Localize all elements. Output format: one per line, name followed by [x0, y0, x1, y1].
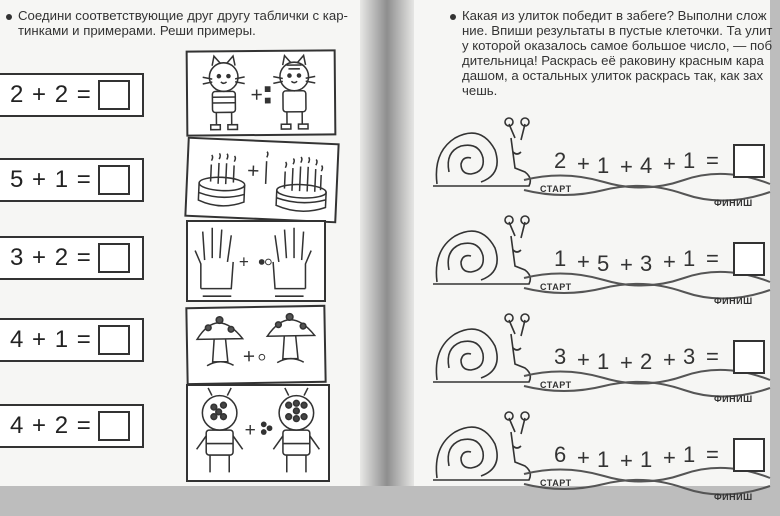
- race-answer-box[interactable]: [733, 438, 765, 472]
- race-number: 1: [640, 447, 653, 472]
- plus-sign: +: [663, 151, 676, 176]
- race-number: 1: [597, 349, 610, 374]
- plus-sign: +: [663, 249, 676, 274]
- equation-text: 5 + 1 =: [10, 166, 92, 193]
- start-label: СТАРТ: [540, 282, 572, 292]
- svg-text:+: +: [246, 159, 260, 183]
- race-number: 3: [640, 251, 653, 276]
- race-number: 5: [597, 251, 610, 276]
- equals-sign: =: [706, 442, 719, 467]
- equals-sign: =: [706, 344, 719, 369]
- svg-text:+: +: [238, 252, 249, 272]
- race-number: 1: [683, 442, 696, 467]
- finish-label: ФИНИШ: [714, 198, 753, 208]
- answer-box[interactable]: [98, 165, 130, 195]
- equation-text: 3 + 2 =: [10, 244, 92, 271]
- left-instruction: [6, 8, 356, 38]
- start-label: СТАРТ: [540, 184, 572, 194]
- left-instruction-line-2: тинками и примерами. Реши примеры.: [18, 23, 256, 38]
- equation-card-2[interactable]: [0, 158, 144, 202]
- equals-sign: =: [706, 246, 719, 271]
- race-number: 2: [554, 148, 567, 173]
- snail-race-row: [414, 208, 770, 320]
- race-number: 3: [554, 344, 567, 369]
- right-instruction-line-4: дительница! Раскрась её раковину красным кара: [462, 53, 764, 68]
- finish-label: ФИНИШ: [714, 296, 753, 306]
- equation-text: 2 + 2 =: [10, 81, 92, 108]
- snail-race-row: [414, 306, 770, 418]
- cake-icon: [186, 139, 337, 221]
- equals-sign: =: [706, 148, 719, 173]
- bullet-icon: [6, 14, 12, 20]
- snail-icon: [429, 210, 539, 292]
- right-instruction-line-1: Какая из улиток победит в забеге? Выполни слож: [462, 8, 767, 23]
- mushrooms-card[interactable]: [185, 305, 326, 385]
- finish-label: ФИНИШ: [714, 492, 753, 502]
- equation-text: 4 + 2 =: [10, 412, 92, 439]
- finish-label: ФИНИШ: [714, 394, 753, 404]
- hands-card[interactable]: [186, 220, 326, 302]
- svg-text:+: +: [242, 345, 256, 369]
- answer-box[interactable]: [98, 243, 130, 273]
- race-number: 6: [554, 442, 567, 467]
- race-number: 1: [683, 246, 696, 271]
- plus-sign: +: [577, 445, 590, 470]
- plus-sign: +: [620, 154, 633, 179]
- right-page: [414, 0, 773, 502]
- svg-text:+: +: [244, 419, 256, 441]
- plus-sign: +: [620, 350, 633, 375]
- right-instruction-line-3: у которой оказалось самое большое число, — поб: [462, 38, 773, 53]
- equation-card-4[interactable]: [0, 318, 144, 362]
- mushroom-icon: [187, 307, 324, 383]
- left-page: [0, 0, 360, 486]
- right-instruction: [450, 8, 780, 98]
- answer-box[interactable]: [98, 80, 130, 110]
- bullet-icon: [450, 14, 456, 20]
- cats-card[interactable]: [186, 49, 337, 136]
- left-instruction-line-1: Соедини соответствующие друг другу таблички с кар-: [18, 8, 348, 23]
- book-gutter: [360, 0, 414, 486]
- cat-icon: [188, 51, 335, 134]
- race-number: 1: [554, 246, 567, 271]
- cakes-card[interactable]: [184, 137, 339, 224]
- plus-sign: +: [663, 445, 676, 470]
- start-label: СТАРТ: [540, 380, 572, 390]
- race-number: 2: [640, 349, 653, 374]
- race-number: 1: [597, 447, 610, 472]
- hand-icon: [188, 222, 324, 300]
- race-number: 1: [683, 148, 696, 173]
- race-number: 3: [683, 344, 696, 369]
- race-answer-box[interactable]: [733, 242, 765, 276]
- robots-card[interactable]: [186, 384, 330, 482]
- plus-sign: +: [577, 249, 590, 274]
- equation-card-5[interactable]: [0, 404, 144, 448]
- equation-card-3[interactable]: [0, 236, 144, 280]
- right-instruction-line-5: дашом, а остальных улиток раскрась так, как зах: [462, 68, 764, 83]
- race-number: 1: [597, 153, 610, 178]
- svg-text:+: +: [250, 83, 263, 107]
- race-number: 4: [640, 153, 653, 178]
- snail-race-row: [414, 110, 770, 222]
- right-instruction-line-6: чешь.: [462, 83, 498, 98]
- plus-sign: +: [577, 347, 590, 372]
- plus-sign: +: [620, 448, 633, 473]
- snail-icon: [429, 112, 539, 194]
- answer-box[interactable]: [98, 325, 130, 355]
- snail-race-row: [414, 404, 770, 516]
- snail-icon: [429, 406, 539, 488]
- equation-card-1[interactable]: [0, 73, 144, 117]
- start-label: СТАРТ: [540, 478, 572, 488]
- plus-sign: +: [620, 252, 633, 277]
- answer-box[interactable]: [98, 411, 130, 441]
- robot-icon: [188, 386, 328, 480]
- race-answer-box[interactable]: [733, 340, 765, 374]
- race-answer-box[interactable]: [733, 144, 765, 178]
- equation-text: 4 + 1 =: [10, 326, 92, 353]
- plus-sign: +: [663, 347, 676, 372]
- right-instruction-line-2: ние. Впиши результаты в пустые клеточки. Та улит: [462, 23, 773, 38]
- plus-sign: +: [577, 151, 590, 176]
- snail-icon: [429, 308, 539, 390]
